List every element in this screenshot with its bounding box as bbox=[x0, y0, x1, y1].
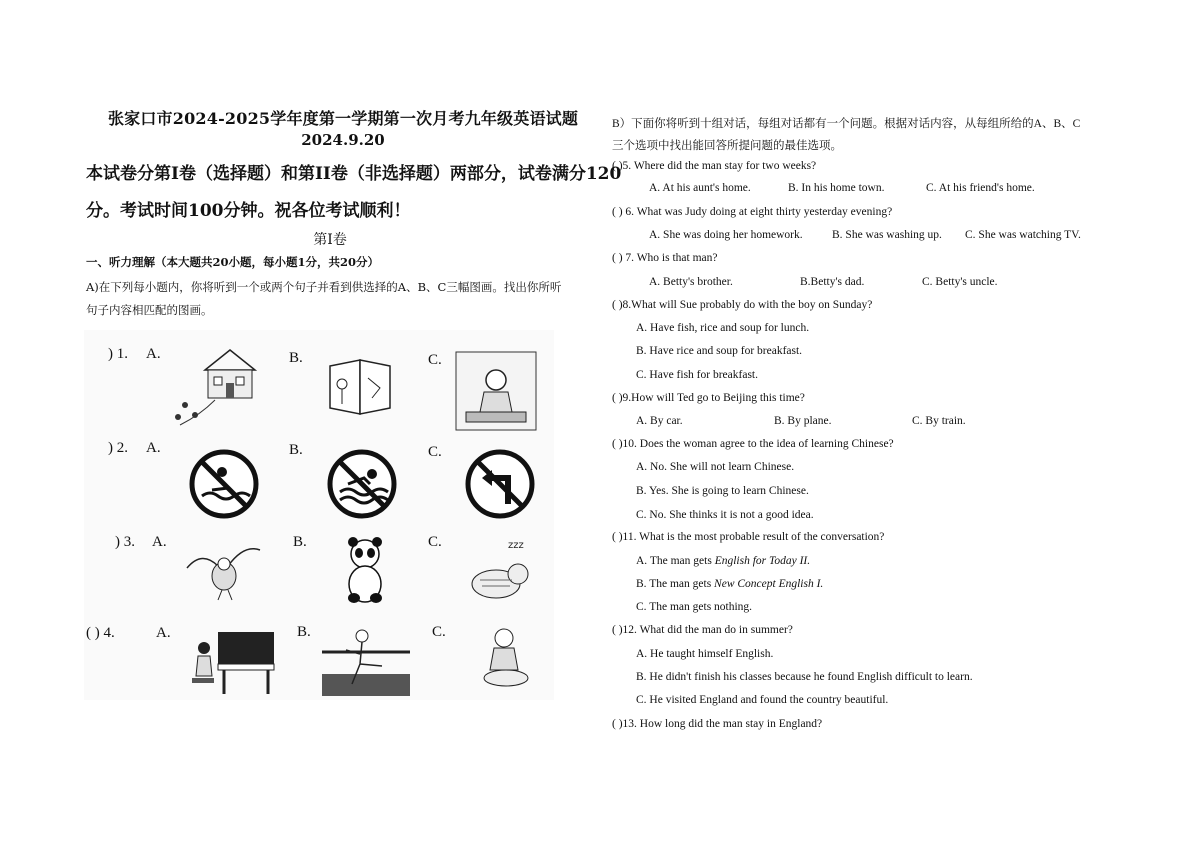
question-2-option-a: A. bbox=[146, 440, 161, 456]
part-a-instructions bbox=[86, 276, 606, 322]
question-3-option-b: B. bbox=[293, 534, 307, 550]
girl-studying-picture bbox=[456, 352, 536, 432]
question-8-option-b: B. Have rice and soup for breakfast. bbox=[636, 345, 803, 357]
volume-heading: 第Ⅰ卷 bbox=[313, 232, 347, 248]
question-4-option-b: B. bbox=[297, 624, 311, 640]
question-10-option-b: B. Yes. She is going to learn Chinese. bbox=[636, 485, 809, 497]
question-10-option-a: A. No. She will not learn Chinese. bbox=[636, 461, 795, 473]
part-b-instructions bbox=[612, 113, 1127, 157]
book-title-a: English for Today II. bbox=[714, 555, 811, 567]
question-4-option-a: A. bbox=[156, 625, 171, 641]
question-7-option-c: C. Betty's uncle. bbox=[922, 276, 998, 288]
card-picture bbox=[328, 358, 393, 416]
exam-title: 张家口市2024-2025学年度第一学期第一次月考九年级英语试题 bbox=[107, 109, 579, 128]
piano-picture bbox=[188, 624, 276, 696]
question-8-option-a: A. Have fish, rice and soup for lunch. bbox=[636, 322, 810, 334]
question-2-number: ) 2. bbox=[108, 440, 128, 456]
question-5: ( )5. Where did the man stay for two weeks? bbox=[612, 160, 817, 172]
washing-clothes-picture bbox=[480, 624, 532, 692]
question-5-option-a: A. At his aunt's home. bbox=[649, 182, 751, 194]
question-9-option-c: C. By train. bbox=[912, 415, 966, 427]
part-a-line-2: 句子内容相匹配的图画。 bbox=[86, 303, 213, 317]
question-2-option-c: C. bbox=[428, 444, 442, 460]
instructions-line-2: 分。考试时间100分钟。祝各位考试顺利！ bbox=[86, 201, 411, 221]
instructions-line-1: 本试卷分第Ⅰ卷（选择题）和第II卷（非选择题）两部分，试卷满分120 bbox=[86, 164, 622, 184]
question-3-option-c: C. bbox=[428, 534, 442, 550]
question-5-option-b: B. In his home town. bbox=[788, 182, 885, 194]
question-7-option-b: B.Betty's dad. bbox=[800, 276, 865, 288]
question-1-option-b: B. bbox=[289, 350, 303, 366]
question-1-number: ) 1. bbox=[108, 346, 128, 362]
exam-date: 2024.9.20 bbox=[301, 131, 385, 149]
no-swimming-sign bbox=[326, 448, 398, 520]
question-7-option-a: A. Betty's brother. bbox=[649, 276, 733, 288]
question-12-option-c: C. He visited England and found the country beautiful. bbox=[636, 694, 889, 706]
part-b-line-2: 三个选项中找出能回答所提问题的最佳选项。 bbox=[612, 140, 842, 152]
question-9-option-b: B. By plane. bbox=[774, 415, 832, 427]
question-12-option-a: A. He taught himself English. bbox=[636, 648, 774, 660]
house-picture bbox=[170, 345, 280, 430]
part-b-line-1: B）下面你将听到十组对话，每组对话都有一个问题。根据对话内容，从每组所给的A、B、C bbox=[612, 118, 1081, 130]
question-2-option-b: B. bbox=[289, 442, 303, 458]
question-10-option-c: C. No. She thinks it is not a good idea. bbox=[636, 509, 814, 521]
no-left-turn-sign bbox=[464, 448, 536, 520]
question-8: ( )8.What will Sue probably do with the boy on Sunday? bbox=[612, 299, 873, 311]
option-b-text: B. The man gets bbox=[636, 578, 715, 590]
part-a-line-1: A)在下列每小题内，你将听到一个或两个句子并看到供选择的A、B、C三幅图画。找出你所听 bbox=[86, 280, 562, 294]
panda-picture bbox=[340, 536, 390, 606]
option-a-text: A. The man gets bbox=[636, 555, 715, 567]
no-rowing-sign bbox=[188, 448, 260, 520]
question-11-option-b bbox=[636, 578, 823, 590]
exam-instructions bbox=[86, 156, 626, 230]
question-3-option-a: A. bbox=[152, 534, 167, 550]
question-5-option-c: C. At his friend's home. bbox=[926, 182, 1035, 194]
question-10: ( )10. Does the woman agree to the idea of learning Chinese? bbox=[612, 438, 894, 450]
question-11-option-c: C. The man gets nothing. bbox=[636, 601, 753, 613]
question-12: ( )12. What did the man do in summer? bbox=[612, 624, 793, 636]
question-1-option-c: C. bbox=[428, 352, 442, 368]
question-6-option-a: A. She was doing her homework. bbox=[649, 229, 803, 241]
question-9-option-a: A. By car. bbox=[636, 415, 683, 427]
question-13: ( )13. How long did the man stay in England? bbox=[612, 718, 823, 730]
question-1-option-a: A. bbox=[146, 346, 161, 362]
bird-picture bbox=[182, 540, 264, 604]
question-6-option-b: B. She was washing up. bbox=[832, 229, 942, 241]
question-7: ( ) 7. Who is that man? bbox=[612, 252, 718, 264]
question-9: ( )9.How will Ted go to Beijing this time? bbox=[612, 392, 805, 404]
question-6: ( ) 6. What was Judy doing at eight thirty yesterday evening? bbox=[612, 206, 893, 218]
ballet-picture bbox=[322, 624, 412, 696]
book-title-b: New Concept English I. bbox=[714, 578, 824, 590]
question-12-option-b: B. He didn't finish his classes because he found English difficult to learn. bbox=[636, 671, 973, 683]
question-3-number: ) 3. bbox=[115, 534, 135, 550]
question-8-option-c: C. Have fish for breakfast. bbox=[636, 369, 758, 381]
question-4-option-c: C. bbox=[432, 624, 446, 640]
question-4-number: ( ) 4. bbox=[86, 625, 115, 641]
sleeping-cat-picture bbox=[466, 536, 536, 606]
svg-text:zzz: zzz bbox=[508, 540, 524, 551]
section-heading: 一、听力理解（本大题共20小题，每小题1分，共20分） bbox=[86, 255, 380, 269]
question-11: ( )11. What is the most probable result of the conversation? bbox=[612, 531, 885, 543]
question-6-option-c: C. She was watching TV. bbox=[965, 229, 1081, 241]
question-11-option-a bbox=[636, 555, 810, 567]
